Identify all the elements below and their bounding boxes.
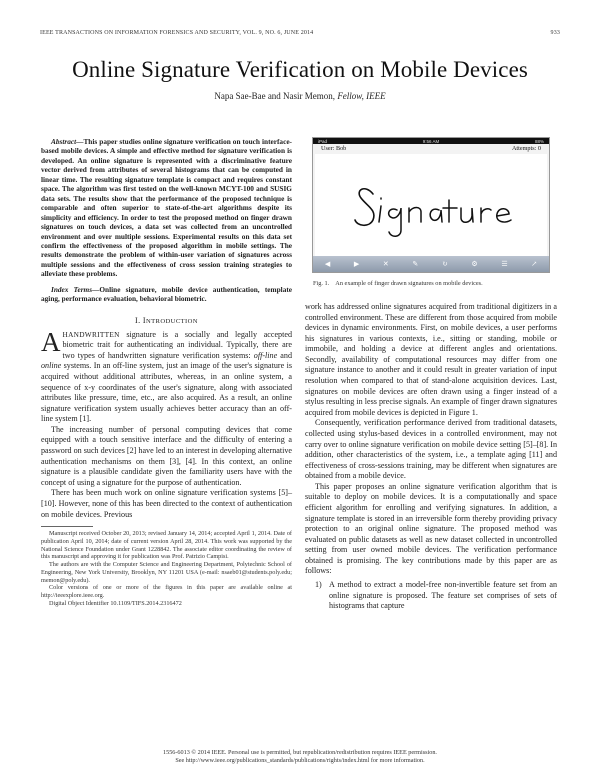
forward-arrow-icon[interactable]: ▶: [353, 260, 360, 268]
settings-icon[interactable]: ⚙: [471, 260, 478, 268]
intro-p1-text: signature is a socially and legally accepted biometric trait for authenticating an individual. Typically, there are two types of handwritten signature verification systems:: [62, 329, 292, 360]
intro-paragraph-3: There has been much work on online signature verification systems [5]–[10]. However, none of this has been directed to the context of authentication on mobile devices. Previous: [41, 488, 292, 519]
user-label: User: Bob: [321, 145, 347, 152]
export-icon[interactable]: ↗: [531, 260, 538, 268]
footnote-rule: [41, 526, 93, 527]
footnote-color: Color versions of one or more of the figures in this paper are available online at http://ieeexplore.ieee.org.: [41, 584, 292, 600]
figure-labels: [321, 145, 541, 152]
status-device: iPad: [318, 138, 328, 144]
author-fellow: Fellow, IEEE: [337, 91, 386, 101]
section-numeral: I. I: [135, 315, 146, 325]
signature-pad: [315, 154, 547, 256]
index-terms-lead: Index Terms: [51, 284, 93, 294]
abstract-text: —This paper studies online signature verification on touch interface-based mobile devices. A simple and effective method for signature verification is developed. An online signature is represented with a discriminative feature vector derived from attributes of several histograms that can be computed in linear time. The resulting signature template is compact and requires constant space. The algorithm was first tested on the well-known MCYT-100 and SUSIG data sets. The results show that the performance of the proposed technique is comparable and often superior to state-of-the-art algorithms despite its simplicity and efficiency. In order to test the proposed method on finger drawn signatures on touch devices, a data set was collected from an uncontrolled environment and over multiple sessions. Experimental results on this data set confirm the effectiveness of the proposed algorithm in mobile settings. The results demonstrate the problem of within-user variation of signatures across multiple sessions and the effectiveness of cross session training strategies to alleviate these problems.: [41, 137, 292, 279]
status-time: 9:56 AM: [422, 138, 440, 144]
section-title: NTRODUCTION: [145, 317, 198, 325]
intro-and: and: [277, 350, 292, 360]
intro-paragraph-1: [41, 326, 292, 425]
app-toolbar: [313, 256, 549, 272]
footnote-affiliation: The authors are with the Computer Science and Engineering Department, Polytechnic School of Engineering, New York University, Brooklyn, NY 11201 USA (e-mail: nsaeb01@students.poly.edu; memon@poly.edu).: [41, 561, 292, 584]
figure-1-caption: [313, 280, 557, 288]
author-names: Napa Sae-Bae and Nasir Memon,: [214, 91, 338, 101]
paper-title: Online Signature Verification on Mobile Devices: [72, 57, 528, 82]
list-number: 1): [315, 580, 322, 590]
clear-icon[interactable]: ✕: [382, 260, 389, 268]
intro-paragraph-2: The increasing number of personal computing devices that come equipped with a touch sensitive interface and the difficulty of entering a password on such devices [2] have led to an interest in developing alternative authentication mechanisms on them [3], [4]. In this context, an online signature is a plausible candidate given the familiarity users have with the concept of using a signature for the purpose of authentication.: [41, 424, 292, 487]
right-paragraph-3: This paper proposes an online signature verification algorithm that is suitable to deploy on mobile devices. It is a computationally and space efficient algorithm for enrolling and verifying signatures. In addition, a signature template is stored in an irreversible form thereby providing privacy protection to an original online signature. The proposed method was evaluated on public datasets as well as new dataset collected in uncontrolled setting from user owned mobile devices. The verification performance obtained is promising. The key contributions made by this paper are as follows:: [305, 481, 557, 576]
copyright-line: 1556-6013 © 2014 IEEE. Personal use is permitted, but republication/redistribution requires IEEE permission.: [163, 749, 437, 756]
abstract: [41, 137, 292, 279]
figure-1-screenshot: [312, 137, 550, 273]
left-column: [41, 137, 292, 608]
journal-name: IEEE TRANSACTIONS ON INFORMATION FORENSICS AND SECURITY, VOL. 9, NO. 6, JUNE 2014: [40, 30, 314, 36]
caption-text: An example of finger drawn signatures on mobile devices.: [335, 280, 483, 287]
caption-label: Fig. 1.: [313, 280, 330, 287]
contribution-text: A method to extract a model-free non-invertible feature set from an online signature is proposed. The feature set comprises of sets of histograms that capture: [329, 580, 557, 611]
refresh-icon[interactable]: ↻: [441, 260, 448, 268]
contribution-item-1: [305, 580, 557, 612]
section-heading-introduction: [41, 316, 292, 325]
intro-first-word: HANDWRITTEN: [62, 329, 120, 339]
paper-authors: [0, 91, 600, 101]
back-arrow-icon[interactable]: ◀: [324, 260, 331, 268]
right-paragraph-2: Consequently, verification performance derived from traditional datasets, collected using stylus-based devices in a controlled environment, may not carry over to online signature verification on mobile device setting [5]–[8]. In addition, other characteristics of the system, i.e., a template aging [11] and effectiveness of cross-sessions training, may be different when signatures are obtained from a mobile device.: [305, 418, 557, 481]
device-status-bar: [313, 138, 549, 144]
handwritten-signature: [315, 154, 549, 256]
right-paragraph-1: work has addressed online signatures acquired from traditional digitizers in a controlled environment. These are different from those acquired from mobile devices in dynamic environments. First, on mobile devices, a user performs his signatures in various contexts, i.e., sitting or standing, mobile or immobile, and holding a device at different angles and orientations. Secondly, availability of computational resources may differ from one signature instance to another and it could result in greater variation of input resolution when compared to that of stand-alone acquisition devices. Last, signatures on mobile devices are often drawn using a finger instead of a stylus resulting in less precise signals. An example of finger drawn signatures acquired from mobile devices is depicted in Figure 1.: [305, 302, 557, 417]
index-terms: [41, 285, 292, 304]
abstract-lead: Abstract: [51, 137, 77, 146]
rights-url-line: See http://www.ieee.org/publications_standards/publications/rights/index.html for more information.: [175, 757, 425, 764]
index-terms-text: —Online signature, mobile device authentication, template aging, performance evaluation, behavioral biometric.: [41, 284, 293, 304]
menu-icon[interactable]: ☰: [501, 260, 508, 268]
page-footer: [0, 749, 600, 765]
status-battery: 88%: [534, 138, 544, 144]
drop-cap: A: [41, 326, 61, 357]
footnote-doi: Digital Object Identifier 10.1109/TIFS.2014.2316472: [49, 599, 182, 607]
intro-p1-text2: systems. In an off-line system, just an image of the user's signature is acquired without additional attributes, whereas, in an online system, a sequence of x-y coordinates of the user's signature, along with associated attributes like pressure, time, etc., are also acquired. As a result, an online signature verification system usually achieves better accuracy than an off-line system [1].: [41, 361, 292, 424]
running-head: [40, 30, 560, 36]
right-column: [305, 137, 557, 612]
term-online: online: [41, 361, 62, 371]
term-offline: off-line: [253, 350, 278, 360]
page-number: 933: [550, 30, 560, 36]
attempts-label: Attempts: 0: [511, 145, 541, 152]
footnote-manuscript: Manuscript received October 20, 2013; revised January 14, 2014; accepted April 1, 2014. Date of publication April 10, 2014; date of current version April 28, 2014. This work was supported by the National Science Foundation under Grant 1228842. The associate editor coordinating the review of this manuscript and approving it for publication was Prof. Patrizio Campisi.: [41, 530, 292, 561]
pen-icon[interactable]: ✎: [412, 260, 419, 268]
